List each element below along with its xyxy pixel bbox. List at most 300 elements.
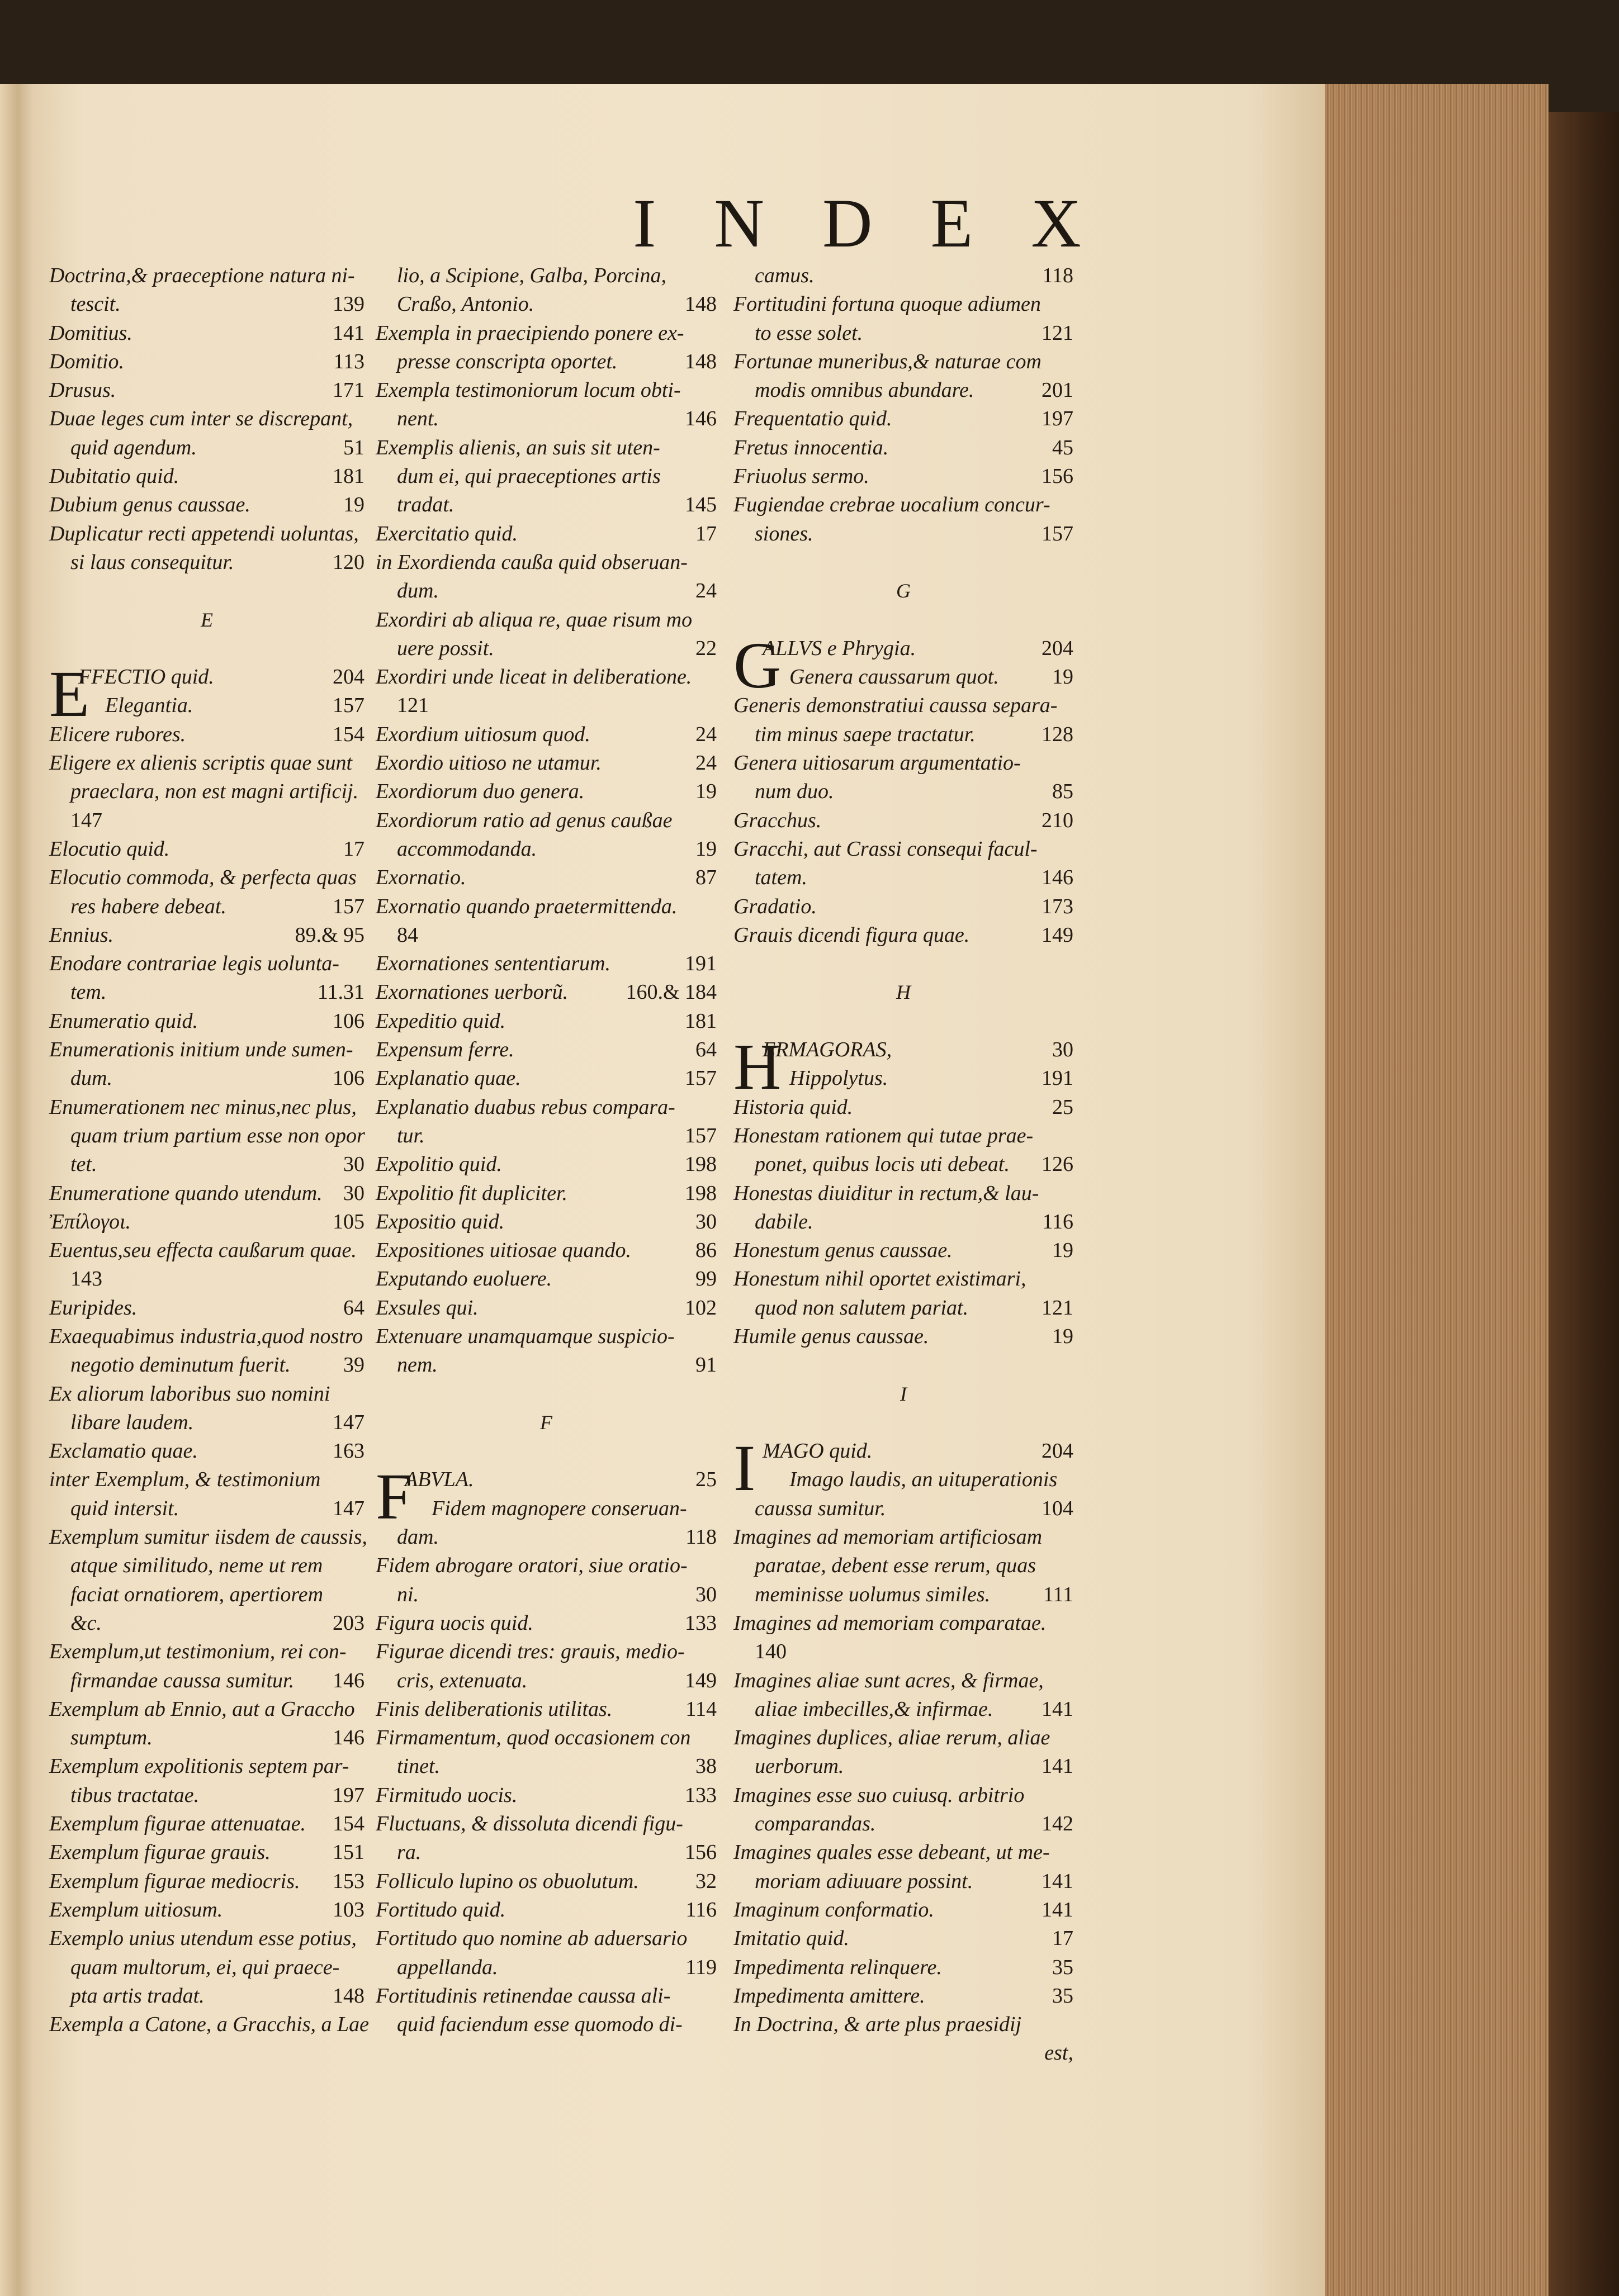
index-entry — [376, 1294, 717, 1322]
index-entry — [733, 262, 1073, 290]
index-entry — [376, 720, 717, 749]
index-entry — [376, 348, 717, 376]
page-number: 118 — [1042, 264, 1073, 287]
index-entry — [376, 1924, 717, 1953]
page-number: 64 — [695, 1038, 717, 1062]
index-entry — [376, 1036, 717, 1064]
index-entry — [376, 1609, 717, 1638]
page-number: 197 — [333, 1783, 364, 1807]
index-entry — [376, 1638, 717, 1666]
entry-text: ALLVS e Phrygia. — [763, 636, 916, 660]
entry-text: Honestum genus caussae. — [733, 1239, 953, 1263]
index-entry — [49, 348, 364, 376]
entry-text: Genera uitiosarum argumentatio- — [733, 751, 1021, 775]
entry-text: pta artis tradat. — [70, 1984, 205, 2008]
entry-text: appellanda. — [397, 1955, 498, 1979]
entry-text: tur. — [397, 1123, 425, 1147]
entry-text: Folliculo lupino os obuolutum. — [376, 1869, 639, 1893]
index-entry — [49, 864, 364, 892]
index-entry — [49, 1208, 364, 1236]
entry-text: Euripides. — [49, 1296, 138, 1320]
index-entry — [733, 835, 1073, 864]
page-number: 156 — [1042, 464, 1073, 488]
section-letter — [733, 978, 1073, 1007]
index-entry — [49, 1838, 364, 1867]
entry-text: Impedimenta amittere. — [733, 1984, 925, 2008]
index-entry — [49, 1351, 364, 1379]
page-number: 160.& 184 — [626, 980, 717, 1004]
entry-text: inter Exemplum, & testimonium — [49, 1468, 321, 1492]
index-entry — [49, 1581, 364, 1609]
entry-text: Exornatio. — [376, 866, 466, 890]
entry-text: Gradatio. — [733, 894, 817, 918]
entry-text: Fretus innocentia. — [733, 435, 889, 459]
page-number: 51 — [343, 435, 364, 459]
entry-text: Exornationes uerborũ. — [376, 980, 569, 1004]
index-page-ref-line — [733, 1638, 1073, 1666]
entry-text: Fluctuans, & dissoluta dicendi figu- — [376, 1812, 683, 1836]
entry-text: Ἐπίλογοι. — [49, 1209, 131, 1234]
index-entry — [49, 634, 364, 663]
index-entry — [49, 462, 364, 491]
index-entry — [376, 777, 717, 806]
entry-text: dum ei, qui praeceptiones artis — [397, 464, 661, 488]
entry-text: Explanatio duabus rebus compara- — [376, 1095, 675, 1119]
entry-text: faciat ornatiorem, apertiorem — [70, 1582, 324, 1606]
index-entry — [733, 1408, 1073, 1437]
page-number: 141 — [1042, 1697, 1073, 1721]
entry-text: 143 — [70, 1267, 102, 1291]
index-entry — [733, 1294, 1073, 1322]
page-number: 204 — [333, 665, 364, 689]
page-fore-edge — [1325, 84, 1549, 2296]
entry-text: paratae, debent esse rerum, quas — [755, 1554, 1036, 1578]
index-entry — [733, 462, 1073, 491]
entry-text: Fortitudo quo nomine ab aduersario — [376, 1927, 688, 1951]
entry-text: Duplicatur recti appetendi uoluntas, — [49, 521, 359, 545]
section-letter-text: F — [540, 1411, 552, 1434]
page-number: 141 — [1042, 1869, 1073, 1893]
page-number: 141 — [1042, 1754, 1073, 1778]
entry-text: cris, extenuata. — [397, 1668, 528, 1692]
entry-text: Exercitatio quid. — [376, 521, 518, 545]
entry-text: Expeditio quid. — [376, 1009, 506, 1033]
entry-text: tatem. — [755, 866, 807, 890]
index-entry — [376, 319, 717, 348]
entry-text: est, — [1044, 2041, 1073, 2065]
entry-text: Exordio uitioso ne utamur. — [376, 751, 602, 775]
entry-text: Honestum nihil oportet existimari, — [733, 1267, 1026, 1291]
page-number: 30 — [343, 1152, 364, 1177]
page-number: 139 — [333, 292, 364, 316]
entry-text: Elocutio quid. — [49, 837, 170, 861]
index-entry — [49, 491, 364, 519]
page-number: 30 — [343, 1181, 364, 1205]
entry-text: Imagines ad memoriam comparatae. — [733, 1611, 1047, 1635]
section-letter — [733, 577, 1073, 605]
entry-text: uerborum. — [755, 1754, 844, 1778]
drop-cap: I — [733, 1431, 756, 1505]
entry-text: Exemplum expolitionis septem par- — [49, 1754, 349, 1778]
index-entry — [733, 405, 1073, 433]
entry-text: MAGO quid. — [763, 1439, 873, 1463]
entry-text: Gracchus. — [733, 808, 822, 832]
page-number: 103 — [333, 1897, 364, 1922]
index-entry — [733, 1581, 1073, 1609]
page-number: 133 — [685, 1611, 717, 1635]
page-number: 32 — [695, 1869, 717, 1893]
entry-text: Finis deliberationis utilitas. — [376, 1697, 613, 1721]
entry-text: Frequentatio quid. — [733, 407, 892, 431]
page-number: 191 — [685, 952, 717, 976]
entry-text: tem. — [70, 980, 107, 1004]
entry-text: Honestas diuiditur in rectum,& lau- — [733, 1181, 1039, 1205]
entry-text: lio, a Scipione, Galba, Porcina, — [397, 264, 666, 287]
entry-text: Exemplum sumitur iisdem de caussis, — [49, 1525, 367, 1549]
page-number: 146 — [333, 1668, 364, 1692]
entry-text: dabile. — [755, 1209, 813, 1234]
page-number: 151 — [333, 1840, 364, 1865]
entry-text: Elegantia. — [105, 694, 193, 718]
index-entry — [376, 1667, 717, 1695]
entry-text: Fortitudinis retinendae caussa ali- — [376, 1984, 671, 2008]
entry-text: dam. — [397, 1525, 439, 1549]
page-number: 19 — [695, 837, 717, 861]
entry-text: Enumerationem nec minus,nec plus, — [49, 1095, 357, 1119]
entry-text: Exordiri unde liceat in deliberatione. — [376, 665, 692, 689]
page-number: 17 — [1052, 1927, 1073, 1951]
index-entry — [733, 749, 1073, 777]
book-cover — [1549, 112, 1619, 2296]
entry-text: tibus tractatae. — [70, 1783, 200, 1807]
entry-text: aliae imbecilles,& infirmae. — [755, 1697, 993, 1721]
index-entry — [49, 1495, 364, 1523]
index-entry — [733, 1322, 1073, 1351]
index-entry — [733, 1896, 1073, 1924]
entry-text: Enumeratio quid. — [49, 1009, 198, 1033]
index-entry — [733, 2010, 1073, 2039]
page-number: 126 — [1042, 1152, 1073, 1177]
index-entry — [49, 1007, 364, 1036]
index-entry — [49, 434, 364, 462]
page-number: 198 — [685, 1152, 717, 1177]
index-entry — [733, 1667, 1073, 1695]
page-number: 106 — [333, 1066, 364, 1090]
index-entry — [733, 491, 1073, 519]
index-entry — [376, 405, 717, 433]
page-number: 142 — [1042, 1812, 1073, 1836]
index-entry — [49, 405, 364, 433]
entry-text: Figurae dicendi tres: grauis, medio- — [376, 1640, 685, 1664]
index-entry — [376, 1724, 717, 1752]
facing-page-edge — [0, 84, 17, 2296]
entry-text: dum. — [70, 1066, 112, 1090]
entry-text: negotio deminutum fuerit. — [70, 1353, 291, 1377]
entry-text: tet. — [70, 1152, 97, 1177]
entry-text: Grauis dicendi figura quae. — [733, 923, 970, 947]
entry-text: Ennius. — [49, 923, 114, 947]
entry-text: quod non salutem pariat. — [755, 1296, 969, 1320]
entry-text: Imagines ad memoriam artificiosam — [733, 1525, 1043, 1549]
entry-text: comparandas. — [755, 1812, 876, 1836]
entry-text: Exemplum figurae attenuatae. — [49, 1812, 306, 1836]
index-entry — [733, 720, 1073, 749]
page-number: 148 — [333, 1984, 364, 2008]
entry-text: Exornationes sententiarum. — [376, 952, 611, 976]
index-entry — [733, 376, 1073, 405]
entry-text: caussa sumitur. — [755, 1496, 886, 1520]
entry-text: Explanatio quae. — [376, 1066, 521, 1090]
drop-cap: H — [733, 1030, 782, 1104]
page-number: 19 — [1052, 1239, 1073, 1263]
entry-text: 147 — [70, 808, 102, 832]
page-number: 173 — [1042, 894, 1073, 918]
index-entry — [733, 1552, 1073, 1580]
page-number: 102 — [685, 1296, 717, 1320]
page-number: 198 — [685, 1181, 717, 1205]
index-entry — [49, 2010, 370, 2039]
index-entry — [376, 893, 717, 921]
entry-text: 140 — [755, 1640, 787, 1664]
page-number: 157 — [685, 1123, 717, 1147]
page-number: 197 — [1042, 407, 1073, 431]
index-entry — [49, 1810, 364, 1838]
index-entry — [733, 1752, 1073, 1781]
entry-text: dum. — [397, 579, 439, 603]
index-entry — [49, 1752, 364, 1781]
index-entry — [49, 1695, 364, 1724]
index-entry — [49, 1150, 364, 1179]
index-entry — [49, 1638, 364, 1666]
index-entry — [376, 434, 717, 462]
index-entry — [733, 1695, 1073, 1724]
page-number: 24 — [695, 722, 717, 746]
entry-text: presse conscripta oportet. — [397, 349, 618, 373]
entry-text: &c. — [70, 1611, 102, 1635]
index-entry — [49, 520, 364, 548]
index-entry — [49, 777, 364, 806]
page-number: 191 — [1042, 1066, 1073, 1090]
page-number: 104 — [1042, 1496, 1073, 1520]
entry-text: Friuolus sermo. — [733, 464, 869, 488]
entry-text: Imitatio quid. — [733, 1927, 849, 1951]
entry-text: Exemplis alienis, an suis sit uten- — [376, 435, 660, 459]
entry-text: Exemplum,ut testimonium, rei con- — [49, 1640, 347, 1664]
page-number: 105 — [333, 1209, 364, 1234]
index-entry — [376, 1179, 717, 1208]
entry-text: Duae leges cum inter se discrepant, — [49, 407, 353, 431]
entry-text: si laus consequitur. — [70, 550, 234, 574]
index-page-ref-line — [49, 1265, 364, 1293]
index-entry — [49, 1552, 364, 1580]
index-entry — [49, 577, 364, 605]
index-entry — [733, 1810, 1073, 1838]
index-entry — [733, 1953, 1073, 1982]
entry-text: Hippolytus. — [789, 1066, 888, 1090]
entry-text: Dubitatio quid. — [49, 464, 179, 488]
entry-text: Imagines quales esse debeant, ut me- — [733, 1840, 1050, 1865]
entry-text: nem. — [397, 1353, 438, 1377]
index-entry — [733, 520, 1073, 548]
entry-text: Firmitudo uocis. — [376, 1783, 518, 1807]
page-number: 154 — [333, 1812, 364, 1836]
entry-text: Domitio. — [49, 349, 125, 373]
index-entry — [49, 319, 364, 348]
entry-text: Exordiorum duo genera. — [376, 780, 585, 804]
entry-text: Imagines aliae sunt acres, & firmae, — [733, 1668, 1044, 1692]
entry-text: Exordium uitiosum quod. — [376, 722, 590, 746]
entry-text: moriam adiuuare possint. — [755, 1869, 973, 1893]
entry-text: quam multorum, ei, qui praece- — [70, 1955, 340, 1979]
page-number: 86 — [695, 1239, 717, 1263]
index-column-3 — [733, 262, 1073, 2106]
entry-text: quam trium partium esse non opor — [70, 1123, 365, 1147]
entry-text: ra. — [397, 1840, 422, 1865]
index-entry — [49, 548, 364, 577]
index-entry — [733, 606, 1073, 634]
page-number: 141 — [333, 321, 364, 345]
entry-text: Imago laudis, an uituperationis — [789, 1468, 1058, 1492]
index-entry — [376, 1351, 717, 1379]
entry-text: Fortunae muneribus,& naturae com — [733, 349, 1042, 373]
index-entry — [733, 1867, 1073, 1896]
index-entry — [733, 1122, 1073, 1150]
index-entry — [376, 1150, 717, 1179]
index-entry — [376, 663, 717, 691]
entry-text: Craßo, Antonio. — [397, 292, 534, 316]
running-head-letter: D — [822, 185, 873, 262]
index-entry — [49, 1896, 364, 1924]
index-entry — [376, 376, 717, 405]
page-number: 99 — [695, 1267, 717, 1291]
index-entry — [733, 807, 1073, 835]
entry-text: Fidem magnopere conseruan- — [432, 1496, 687, 1520]
index-entry — [376, 290, 717, 319]
entry-text: Exemplum ab Ennio, aut a Graccho — [49, 1697, 355, 1721]
entry-text: Exaequabimus industria,quod nostro — [49, 1324, 363, 1348]
entry-text: sumptum. — [70, 1726, 153, 1750]
page-number: 19 — [1052, 665, 1073, 689]
index-entry — [376, 577, 717, 605]
index-entry — [49, 893, 364, 921]
entry-text: ponet, quibus locis uti debeat. — [755, 1152, 1010, 1177]
entry-text: Imagines esse suo cuiusq. arbitrio — [733, 1783, 1025, 1807]
entry-text: Exemplo unius utendum esse potius, — [49, 1927, 357, 1951]
index-entry — [49, 720, 364, 749]
page-number: 121 — [1042, 321, 1073, 345]
entry-text: Generis demonstratiui caussa separa- — [733, 694, 1058, 718]
entry-text: Imagines duplices, aliae rerum, aliae — [733, 1726, 1050, 1750]
index-entry — [49, 1465, 364, 1494]
entry-text: Historia quid. — [733, 1095, 853, 1119]
entry-text: Euentus,seu effecta caußarum quae. — [49, 1239, 357, 1263]
page-number: 85 — [1052, 780, 1073, 804]
index-entry — [733, 1495, 1073, 1523]
section-letter — [49, 606, 364, 634]
page-number: 116 — [685, 1897, 717, 1922]
entry-text: Dubium genus caussae. — [49, 493, 250, 517]
entry-text: 121 — [397, 694, 429, 718]
entry-text: Fortitudini fortuna quoque adiumen — [733, 292, 1041, 316]
index-entry — [376, 978, 717, 1007]
index-entry — [376, 807, 717, 835]
index-entry — [49, 1982, 364, 2010]
page-number: 22 — [695, 636, 717, 660]
page-number: 157 — [333, 694, 364, 718]
page-number: 121 — [1042, 1296, 1073, 1320]
entry-text: Expolitio fit dupliciter. — [376, 1181, 568, 1205]
index-entry — [376, 864, 717, 892]
page-number: 154 — [333, 722, 364, 746]
index-entry — [733, 691, 1073, 720]
entry-text: tescit. — [70, 292, 121, 316]
entry-text: camus. — [755, 264, 815, 287]
entry-text: ABVLA. — [405, 1468, 474, 1492]
entry-text: Drusus. — [49, 378, 116, 402]
index-entry — [376, 1781, 717, 1810]
index-entry — [49, 1380, 364, 1408]
entry-text: tinet. — [397, 1754, 441, 1778]
entry-text: Doctrina,& praeceptione natura ni- — [49, 264, 355, 287]
entry-text: Imaginum conformatio. — [733, 1897, 934, 1922]
page-number: 157 — [1042, 521, 1073, 545]
section-letter-text: G — [896, 580, 911, 603]
running-head-letter: N — [714, 185, 764, 262]
index-entry — [49, 1781, 364, 1810]
index-entry — [49, 1924, 364, 1953]
entry-text: Exempla in praecipiendo ponere ex- — [376, 321, 684, 345]
page-number: 35 — [1052, 1955, 1073, 1979]
index-entry — [376, 1122, 717, 1150]
index-entry — [376, 634, 717, 663]
index-entry — [733, 319, 1073, 348]
entry-text: meminisse uolumus similes. — [755, 1582, 991, 1606]
index-entry — [49, 1953, 364, 1982]
page-number: 171 — [333, 378, 364, 402]
index-entry — [733, 1265, 1073, 1293]
index-page-ref-line — [49, 807, 364, 835]
page-number: 38 — [695, 1754, 717, 1778]
entry-text: Exemplum uitiosum. — [49, 1897, 223, 1922]
page-number: 106 — [333, 1009, 364, 1033]
entry-text: to esse solet. — [755, 321, 863, 345]
page-number: 114 — [685, 1697, 717, 1721]
index-entry — [376, 1007, 717, 1036]
entry-text: Impedimenta relinquere. — [733, 1955, 942, 1979]
running-head-letter: E — [930, 185, 973, 262]
index-entry — [376, 1752, 717, 1781]
index-entry — [376, 462, 717, 491]
entry-text: firmandae caussa sumitur. — [70, 1668, 295, 1692]
entry-text: Figura uocis quid. — [376, 1611, 533, 1635]
index-entry — [733, 1064, 1073, 1093]
entry-text: Fugiendae crebrae uocalium concur- — [733, 493, 1050, 517]
index-entry — [733, 1150, 1073, 1179]
page-number: 141 — [1042, 1897, 1073, 1922]
index-entry — [733, 1236, 1073, 1265]
entry-text: quid agendum. — [70, 435, 197, 459]
index-entry — [376, 1437, 717, 1465]
page-number: 35 — [1052, 1984, 1073, 2008]
page-number: 19 — [1052, 1324, 1073, 1348]
page-number: 181 — [685, 1009, 717, 1033]
entry-text: Honestam rationem qui tutae prae- — [733, 1123, 1034, 1147]
entry-text: atque similitudo, neme ut rem — [70, 1554, 323, 1578]
index-entry — [733, 1208, 1073, 1236]
page-number: 87 — [695, 866, 717, 890]
index-entry — [376, 1523, 717, 1552]
drop-cap: E — [49, 657, 90, 731]
